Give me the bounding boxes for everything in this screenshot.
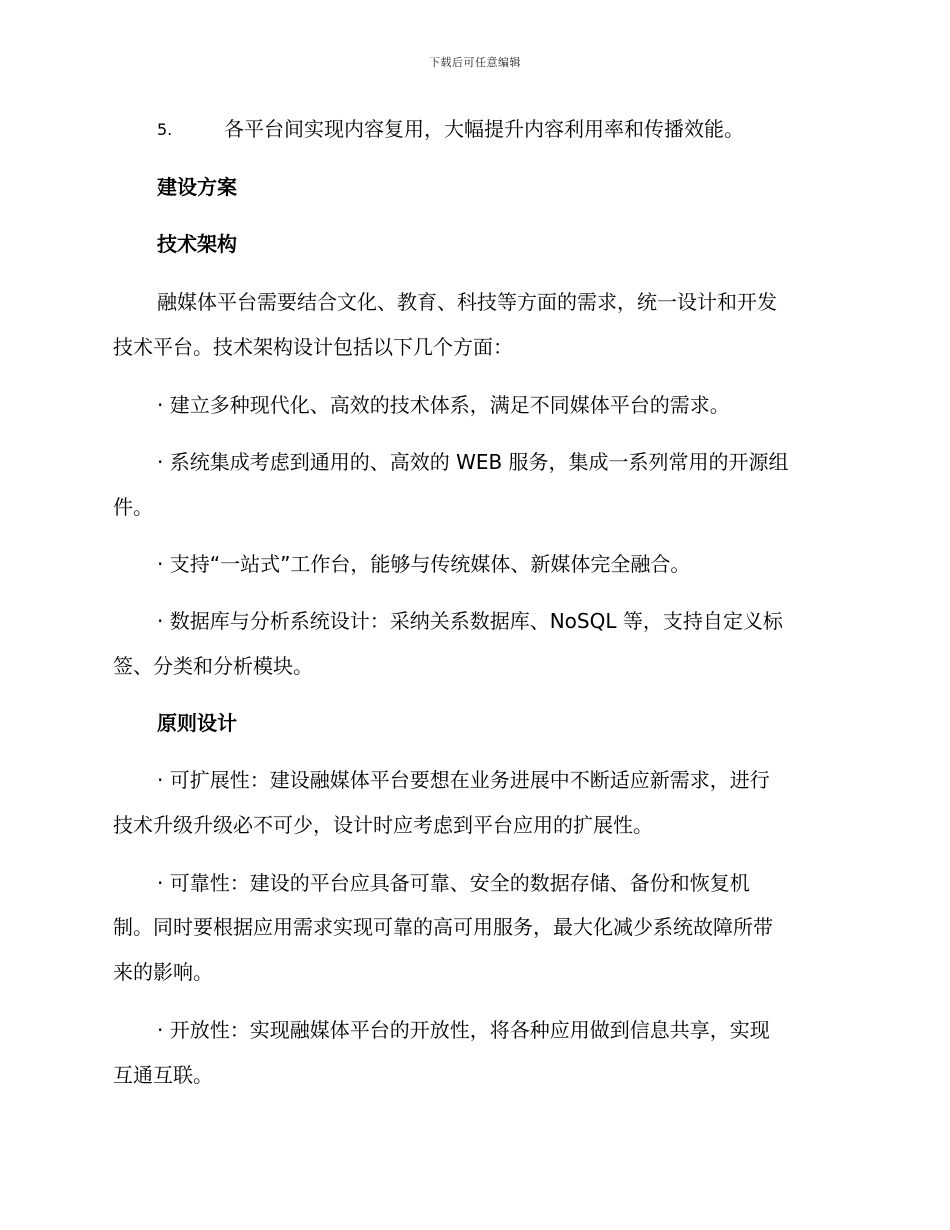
bullet-item-continuation: 制。同时要根据应用需求实现可靠的高可用服务，最大化减少系统故障所带 [113,915,773,939]
bullet-item: · 支持“一站式”工作台，能够与传统媒体、新媒体完全融合。 [157,552,691,576]
bullet-item: · 数据库与分析系统设计：采纳关系数据库、NoSQL 等，支持自定义标 [157,609,783,633]
bullet-item-continuation: 签、分类和分析模块。 [113,654,313,678]
bullet-item: · 可靠性：建设的平台应具备可靠、安全的数据存储、备份和恢复机 [157,871,750,895]
bullet-item: · 建立多种现代化、高效的技术体系，满足不同媒体平台的需求。 [157,393,730,417]
list-number: 5. [157,120,173,139]
paragraph-line: 技术平台。技术架构设计包括以下几个方面： [113,335,513,359]
bullet-item-continuation: 互通互联。 [113,1063,213,1087]
list-item-5: 各平台间实现内容复用，大幅提升内容利用率和传播效能。 [224,117,744,141]
page-header: 下载后可任意编辑 [429,56,521,69]
section-heading-tech: 技术架构 [157,232,237,256]
bullet-item-continuation: 技术升级升级必不可少，设计时应考虑到平台应用的扩展性。 [113,813,653,837]
section-heading-principle: 原则设计 [157,711,237,735]
bullet-item: · 可扩展性：建设融媒体平台要想在业务进展中不断适应新需求，进行 [157,768,770,792]
bullet-item: · 开放性：实现融媒体平台的开放性，将各种应用做到信息共享，实现 [157,1018,770,1042]
bullet-item: · 系统集成考虑到通用的、高效的 WEB 服务，集成一系列常用的开源组 [157,450,789,474]
bullet-item-continuation: 来的影响。 [113,960,213,984]
section-heading-plan: 建设方案 [157,175,237,199]
bullet-item-continuation: 件。 [113,495,153,519]
paragraph-line: 融媒体平台需要结合文化、教育、科技等方面的需求，统一设计和开发 [157,290,777,314]
